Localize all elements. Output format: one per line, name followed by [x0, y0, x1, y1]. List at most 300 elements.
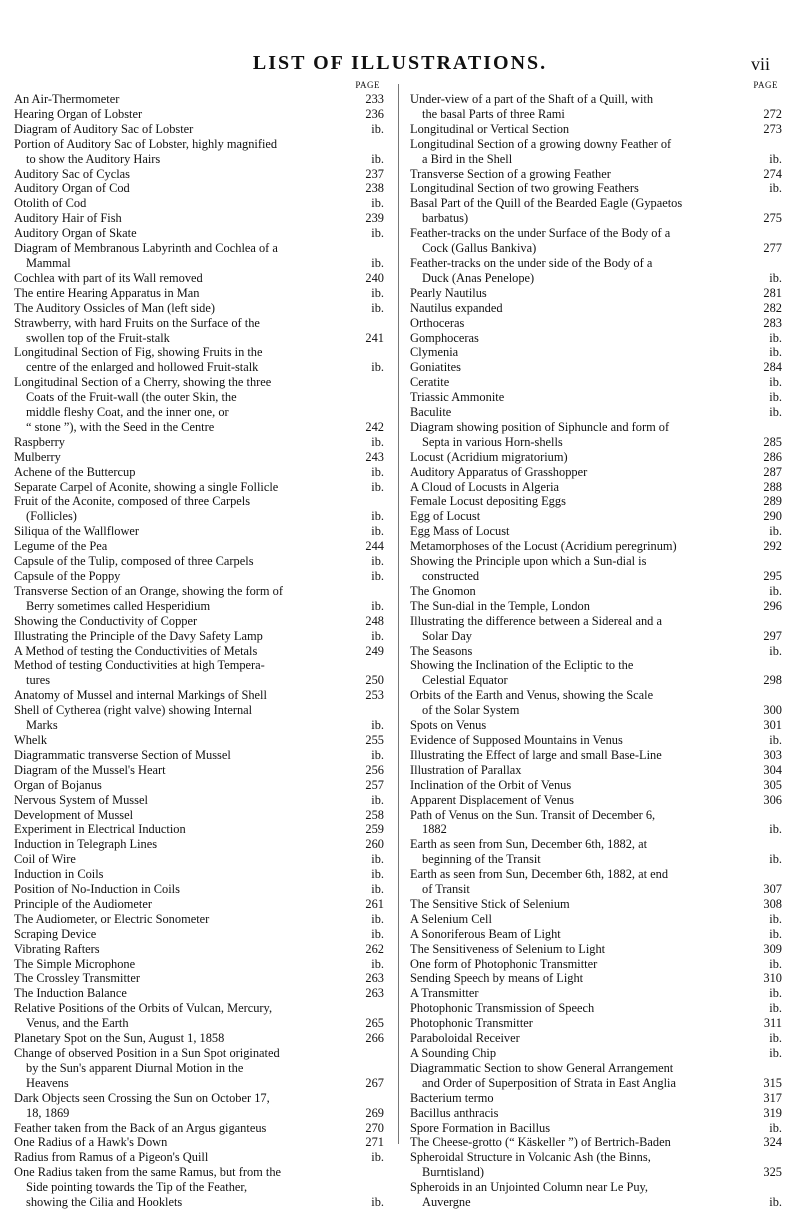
list-item	[14, 1091, 384, 1121]
entry-title-line: Ceratite	[410, 375, 450, 390]
entry-page-number: 266	[365, 1031, 384, 1046]
entry-page-number: 249	[365, 643, 384, 658]
entry-page-number: ib.	[371, 226, 384, 241]
entry-page-number: 303	[763, 747, 782, 762]
entry-page-number: ib.	[371, 524, 384, 539]
entry-page-number: ib.	[769, 926, 782, 941]
entry-page-number: ib.	[769, 583, 782, 598]
list-item	[410, 1106, 782, 1121]
entry-page-number: 296	[763, 598, 782, 613]
entry-page-number: 304	[763, 762, 782, 777]
entry-page-number: 290	[763, 509, 782, 524]
entry-title-line: Diagram showing position of Siphuncle and form of	[410, 419, 670, 434]
entry-title-line: The Sensitive Stick of Selenium	[410, 896, 570, 911]
list-item	[410, 465, 782, 480]
entry-page-number: ib.	[769, 270, 782, 285]
list-item	[14, 957, 384, 972]
entry-title-line: The Auditory Ossicles of Man (left side)	[14, 300, 215, 315]
entry-page-number: 308	[763, 896, 782, 911]
entry-title-line: of the Solar System	[422, 703, 520, 718]
list-item	[410, 256, 782, 286]
list-item	[14, 196, 384, 211]
entry-title-line: Shell of Cytherea (right valve) showing Internal	[14, 703, 253, 718]
page-number: vii	[750, 54, 770, 74]
entry-title-line: Mammal	[26, 255, 71, 270]
entry-title-line: Separate Carpel of Aconite, showing a single Follicle	[14, 479, 279, 494]
list-item	[14, 748, 384, 763]
entry-title-line: Siliqua of the Wallflower	[14, 524, 140, 539]
entry-page-number: ib.	[769, 911, 782, 926]
entry-page-number: 271	[365, 1135, 384, 1150]
entry-page-number: ib.	[769, 1046, 782, 1060]
list-item	[410, 1121, 782, 1136]
entry-page-number: 277	[763, 241, 782, 256]
entry-page-number: ib.	[371, 196, 384, 211]
entry-page-number: 301	[763, 718, 782, 733]
entry-page-number: 305	[763, 777, 782, 792]
entry-title-line: Induction in Telegraph Lines	[14, 837, 158, 852]
list-item	[410, 226, 782, 256]
entry-page-number: 289	[763, 494, 782, 509]
list-item	[410, 390, 782, 405]
right-entry-list	[410, 92, 782, 1210]
entry-title-line: One Radius taken from the same Ramus, but from the	[14, 1165, 282, 1180]
list-item	[410, 957, 782, 972]
list-item	[14, 986, 384, 1001]
list-item	[410, 644, 782, 659]
entry-title-line: Metamorphoses of the Locust (Acridium peregrinum)	[410, 539, 677, 554]
list-item	[410, 971, 782, 986]
entry-page-number: ib.	[371, 121, 384, 136]
entry-title-line: Feather-tracks on the under side of the Body of a	[410, 255, 653, 270]
list-item	[410, 1150, 782, 1180]
entry-title-line: Principle of the Audiometer	[14, 896, 152, 911]
entry-page-number: ib.	[769, 732, 782, 747]
entry-title-line: Portion of Auditory Sac of Lobster, highly magnified	[14, 136, 278, 151]
list-item	[410, 196, 782, 226]
left-entry-list	[14, 92, 384, 1210]
list-item	[14, 241, 384, 271]
entry-title-line: Auditory Organ of Cod	[14, 181, 130, 196]
entry-page-number: 250	[365, 673, 384, 688]
entry-title-line: Photophonic Transmission of Speech	[410, 1001, 595, 1016]
entry-page-number: ib.	[371, 718, 384, 733]
entry-title-line: Diagram of the Mussel's Heart	[14, 762, 166, 777]
list-item	[410, 316, 782, 331]
entry-title-line: One Radius of a Hawk's Down	[14, 1135, 168, 1150]
list-item	[14, 942, 384, 957]
entry-page-number: 261	[365, 896, 384, 911]
page-column-label: PAGE	[753, 80, 778, 90]
entry-title-line: Auvergne	[422, 1195, 471, 1210]
entry-page-number: ib.	[769, 852, 782, 867]
entry-page-number: ib.	[371, 867, 384, 882]
entry-page-number: 265	[365, 1016, 384, 1031]
list-item	[410, 301, 782, 316]
entry-title-line: Feather taken from the Back of an Argus giganteus	[14, 1120, 267, 1135]
list-item	[410, 494, 782, 509]
entry-title-line: Whelk	[14, 732, 48, 747]
list-item	[410, 897, 782, 912]
list-item	[410, 942, 782, 957]
list-item	[410, 867, 782, 897]
page-title: LIST OF ILLUSTRATIONS.	[252, 52, 548, 74]
list-item	[410, 748, 782, 763]
entry-title-line: One form of Photophonic Transmitter	[410, 956, 598, 971]
entry-page-number: 285	[763, 434, 782, 449]
entry-page-number: 295	[763, 569, 782, 583]
entry-title-line: Illustrating the Principle of the Davy Safety Lamp	[14, 628, 263, 643]
entry-page-number: 253	[365, 688, 384, 703]
list-item	[14, 867, 384, 882]
entry-title-line: Vibrating Rafters	[14, 941, 100, 956]
entry-title-line: Sending Speech by means of Light	[410, 971, 584, 986]
list-item	[14, 897, 384, 912]
entry-title-line: Relative Positions of the Orbits of Vulcan, Mercury,	[14, 1001, 273, 1016]
entry-title-line: A Cloud of Locusts in Algeria	[410, 479, 560, 494]
entry-page-number: 281	[763, 285, 782, 300]
entry-title-line: Development of Mussel	[14, 807, 134, 822]
entry-title-line: Nautilus expanded	[410, 300, 503, 315]
entry-title-line: A Method of testing the Conductivities of Metals	[14, 643, 258, 658]
entry-title-line: Position of No-Induction in Coils	[14, 882, 180, 897]
entry-page-number: ib.	[371, 434, 384, 449]
entry-title-line: Nervous System of Mussel	[14, 792, 148, 807]
list-item	[410, 286, 782, 301]
entry-page-number: ib.	[769, 1031, 782, 1046]
list-item	[14, 92, 384, 107]
list-item	[410, 375, 782, 390]
entry-page-number: 242	[365, 419, 384, 434]
entry-title-line: Duck (Anas Penelope)	[422, 270, 535, 285]
entry-page-number: ib.	[769, 405, 782, 420]
entry-page-number: ib.	[769, 1195, 782, 1210]
entry-title-line: barbatus)	[422, 211, 469, 226]
list-item	[14, 1046, 384, 1091]
right-column	[410, 80, 782, 1210]
list-item	[410, 718, 782, 733]
list-item	[14, 569, 384, 584]
list-item	[14, 808, 384, 823]
list-item	[410, 450, 782, 465]
entry-title-line: Auditory Sac of Cyclas	[14, 166, 130, 181]
entry-title-line: Septa in various Horn-shells	[422, 434, 563, 449]
entry-page-number: ib.	[371, 464, 384, 479]
entry-title-line: Venus, and the Earth	[26, 1016, 129, 1031]
entry-title-line: Planetary Spot on the Sun, August 1, 1858	[14, 1031, 225, 1046]
entry-page-number: ib.	[371, 1150, 384, 1165]
entry-page-number: 240	[365, 270, 384, 285]
entry-page-number: 237	[365, 166, 384, 181]
entry-page-number: 297	[763, 628, 782, 643]
list-item	[410, 614, 782, 644]
list-item	[14, 614, 384, 629]
entry-page-number: 275	[763, 211, 782, 226]
list-item	[14, 435, 384, 450]
list-item	[14, 345, 384, 375]
entry-title-line: The Audiometer, or Electric Sonometer	[14, 911, 210, 926]
list-item	[410, 778, 782, 793]
entry-title-line: Showing the Conductivity of Copper	[14, 613, 198, 628]
entry-title-line: Orthoceras	[410, 315, 465, 330]
entry-page-number: 324	[763, 1135, 782, 1150]
entry-title-line: Diagrammatic transverse Section of Mussel	[14, 747, 231, 762]
entry-title-line: showing the Cilia and Hooklets	[26, 1195, 183, 1210]
entry-title-line: Orbits of the Earth and Venus, showing the Scale	[410, 688, 654, 703]
entry-page-number: 263	[365, 986, 384, 1001]
entry-title-line: Marks	[26, 718, 58, 733]
entry-title-line: The Cheese-grotto (“ Käskeller ”) of Bertrich-Baden	[410, 1135, 671, 1150]
entry-title-line: Longitudinal or Vertical Section	[410, 121, 570, 136]
list-item	[410, 92, 782, 122]
entry-title-line: of Transit	[422, 882, 470, 897]
list-item	[14, 1001, 384, 1031]
list-item	[410, 1001, 782, 1016]
entry-page-number: ib.	[769, 1120, 782, 1135]
entry-page-number: ib.	[371, 956, 384, 971]
entry-title-line: A Transmitter	[410, 986, 479, 1001]
list-item	[14, 882, 384, 897]
entry-title-line: Inclination of the Orbit of Venus	[410, 777, 572, 792]
entry-page-number: 273	[763, 121, 782, 136]
entry-title-line: the basal Parts of three Rami	[422, 106, 565, 121]
list-item	[410, 927, 782, 942]
entry-title-line: The Sun-dial in the Temple, London	[410, 598, 590, 613]
entry-page-number: ib.	[371, 360, 384, 375]
entry-page-number: ib.	[769, 822, 782, 837]
entry-title-line: 1882	[422, 822, 447, 837]
list-item	[410, 137, 782, 167]
entry-page-number: 298	[763, 673, 782, 688]
entry-title-line: Evidence of Supposed Mountains in Venus	[410, 732, 623, 747]
entry-title-line: Auditory Hair of Fish	[14, 211, 122, 226]
list-item	[410, 405, 782, 420]
entry-page-number: 233	[365, 92, 384, 106]
entry-title-line: Strawberry, with hard Fruits on the Surface of the	[14, 315, 260, 330]
entry-title-line: Scraping Device	[14, 926, 97, 941]
entry-page-number: ib.	[371, 255, 384, 270]
entry-title-line: Photophonic Transmitter	[410, 1016, 533, 1031]
entry-title-line: Apparent Displacement of Venus	[410, 792, 574, 807]
entry-title-line: Longitudinal Section of two growing Feathers	[410, 181, 639, 196]
entry-page-number: 270	[365, 1120, 384, 1135]
entry-page-number: 287	[763, 464, 782, 479]
entry-page-number: 292	[763, 539, 782, 554]
entry-title-line: Illustrating the difference between a Sidereal and a	[410, 613, 662, 628]
entry-title-line: Dark Objects seen Crossing the Sun on October 17,	[14, 1090, 270, 1105]
list-item	[14, 912, 384, 927]
entry-title-line: Longitudinal Section of Fig, showing Fruits in the	[14, 345, 263, 360]
entry-title-line: Diagrammatic Section to show General Arrangement	[410, 1060, 674, 1075]
entry-page-number: ib.	[769, 330, 782, 345]
entry-page-number: ib.	[769, 1001, 782, 1016]
list-item	[410, 1031, 782, 1046]
entry-title-line: Transverse Section of a growing Feather	[410, 166, 611, 181]
entry-title-line: Coats of the Fruit-wall (the outer Skin, the	[26, 390, 237, 405]
entry-title-line: Baculite	[410, 405, 452, 420]
entry-page-number: ib.	[769, 390, 782, 405]
entry-page-number: 239	[365, 211, 384, 226]
list-item	[410, 345, 782, 360]
list-item	[14, 286, 384, 301]
entry-page-number: 255	[365, 732, 384, 747]
entry-title-line: Change of observed Position in a Sun Spot originated	[14, 1046, 280, 1060]
entry-title-line: Triassic Ammonite	[410, 390, 505, 405]
list-item	[14, 450, 384, 465]
entry-title-line: centre of the enlarged and hollowed Fruit-stalk	[26, 360, 259, 375]
entry-title-line: Feather-tracks on the under Surface of the Body of a	[410, 226, 671, 241]
entry-page-number: 257	[365, 777, 384, 792]
list-item	[14, 658, 384, 688]
list-item	[14, 494, 384, 524]
entry-page-number: 269	[365, 1105, 384, 1120]
entry-page-number: 325	[763, 1165, 782, 1180]
list-item	[14, 629, 384, 644]
entry-page-number: ib.	[371, 852, 384, 867]
entry-page-number: ib.	[769, 986, 782, 1001]
entry-title-line: 18, 1869	[26, 1105, 70, 1120]
list-item	[14, 584, 384, 614]
list-item	[14, 271, 384, 286]
list-item	[14, 316, 384, 346]
entry-page-number: 256	[365, 762, 384, 777]
entry-title-line: Anatomy of Mussel and internal Markings of Shell	[14, 688, 267, 703]
entry-page-number: 262	[365, 941, 384, 956]
entry-page-number: 274	[763, 166, 782, 181]
list-item	[14, 822, 384, 837]
list-item	[410, 599, 782, 614]
list-item	[14, 1165, 384, 1210]
list-item	[14, 688, 384, 703]
list-item	[14, 837, 384, 852]
entry-title-line: Experiment in Electrical Induction	[14, 822, 186, 837]
list-item	[410, 733, 782, 748]
entry-title-line: Capsule of the Poppy	[14, 569, 121, 583]
list-item	[14, 554, 384, 569]
list-item	[14, 733, 384, 748]
entry-page-number: 236	[365, 106, 384, 121]
entry-page-number: ib.	[371, 882, 384, 897]
list-item	[14, 211, 384, 226]
list-item	[410, 509, 782, 524]
entry-page-number: ib.	[769, 956, 782, 971]
entry-title-line: by the Sun's apparent Diurnal Motion in the	[26, 1060, 244, 1075]
entry-page-number: ib.	[769, 375, 782, 390]
entry-page-number: 243	[365, 449, 384, 464]
entry-title-line: Diagram of Auditory Sac of Lobster	[14, 121, 194, 136]
entry-title-line: Auditory Apparatus of Grasshopper	[410, 464, 588, 479]
entry-page-number: ib.	[371, 926, 384, 941]
entry-page-number: ib.	[769, 643, 782, 658]
list-item	[410, 1091, 782, 1106]
entry-title-line: Cochlea with part of its Wall removed	[14, 270, 203, 285]
entry-page-number: ib.	[769, 524, 782, 539]
entry-title-line: “ stone ”), with the Seed in the Centre	[26, 419, 215, 434]
entry-title-line: Bacterium termo	[410, 1090, 494, 1105]
list-item	[14, 181, 384, 196]
list-item	[410, 554, 782, 584]
list-item	[14, 524, 384, 539]
entry-title-line: Longitudinal Section of a Cherry, showing the three	[14, 375, 272, 390]
entry-title-line: The Crossley Transmitter	[14, 971, 140, 986]
entry-page-number: 238	[365, 181, 384, 196]
entry-title-line: (Follicles)	[26, 509, 77, 524]
list-item	[14, 703, 384, 733]
entry-title-line: beginning of the Transit	[422, 852, 541, 867]
entry-title-line: Legume of the Pea	[14, 539, 108, 554]
entry-page-number: 306	[763, 792, 782, 807]
entry-page-number: ib.	[371, 628, 384, 643]
entry-page-number: 288	[763, 479, 782, 494]
entry-title-line: Showing the Principle upon which a Sun-dial is	[410, 554, 647, 569]
list-item	[410, 360, 782, 375]
entry-title-line: Diagram of Membranous Labyrinth and Cochlea of a	[14, 241, 278, 256]
entry-title-line: An Air-Thermometer	[14, 92, 120, 106]
entry-title-line: Path of Venus on the Sun. Transit of December 6,	[410, 807, 656, 822]
entry-page-number: 259	[365, 822, 384, 837]
list-item	[410, 763, 782, 778]
list-item	[14, 1135, 384, 1150]
list-item	[14, 1031, 384, 1046]
entry-page-number: 311	[763, 1016, 782, 1031]
entry-title-line: a Bird in the Shell	[422, 151, 513, 166]
entry-title-line: Otolith of Cod	[14, 196, 87, 211]
entry-page-number: ib.	[371, 747, 384, 762]
entry-title-line: Showing the Inclination of the Ecliptic to the	[410, 658, 634, 673]
entry-title-line: Spheroids in an Unjointed Column near Le Puy,	[410, 1180, 649, 1195]
entry-page-number: 283	[763, 315, 782, 330]
entry-page-number: ib.	[371, 1195, 384, 1210]
entry-page-number: ib.	[371, 569, 384, 583]
list-item	[410, 986, 782, 1001]
list-item	[14, 793, 384, 808]
entry-page-number: ib.	[371, 792, 384, 807]
entry-page-number: ib.	[371, 509, 384, 524]
entry-title-line: Illustration of Parallax	[410, 762, 522, 777]
entry-title-line: Locust (Acridium migratorium)	[410, 449, 568, 464]
entry-title-line: The Simple Microphone	[14, 956, 136, 971]
entry-title-line: constructed	[422, 569, 480, 583]
entry-title-line: Spheroidal Structure in Volcanic Ash (the Binns,	[410, 1150, 651, 1165]
entry-title-line: Radius from Ramus of a Pigeon's Quill	[14, 1150, 209, 1165]
entry-title-line: swollen top of the Fruit-stalk	[26, 330, 170, 345]
entry-page-number: 286	[763, 449, 782, 464]
entry-title-line: Capsule of the Tulip, composed of three Carpels	[14, 554, 254, 569]
entry-page-number: ib.	[371, 479, 384, 494]
entry-page-number: 310	[763, 971, 782, 986]
entry-page-number: 317	[763, 1090, 782, 1105]
entry-title-line: Egg of Locust	[410, 509, 481, 524]
list-item	[14, 644, 384, 659]
entry-title-line: Pearly Nautilus	[410, 285, 487, 300]
entry-page-number: 244	[365, 539, 384, 554]
entry-title-line: The Seasons	[410, 643, 473, 658]
list-item	[14, 1150, 384, 1165]
entry-title-line: Earth as seen from Sun, December 6th, 1882, at	[410, 837, 648, 852]
entry-title-line: Clymenia	[410, 345, 459, 360]
entry-page-number: ib.	[371, 598, 384, 613]
entry-title-line: Spore Formation in Bacillus	[410, 1120, 551, 1135]
entry-page-number: 258	[365, 807, 384, 822]
list-item	[410, 539, 782, 554]
entry-title-line: Gomphoceras	[410, 330, 479, 345]
list-item	[14, 167, 384, 182]
entry-title-line: A Sonoriferous Beam of Light	[410, 926, 561, 941]
entry-page-number: 315	[763, 1075, 782, 1090]
entry-title-line: Solar Day	[422, 628, 472, 643]
entry-title-line: The entire Hearing Apparatus in Man	[14, 285, 200, 300]
entry-title-line: Fruit of the Aconite, composed of three Carpels	[14, 494, 251, 509]
